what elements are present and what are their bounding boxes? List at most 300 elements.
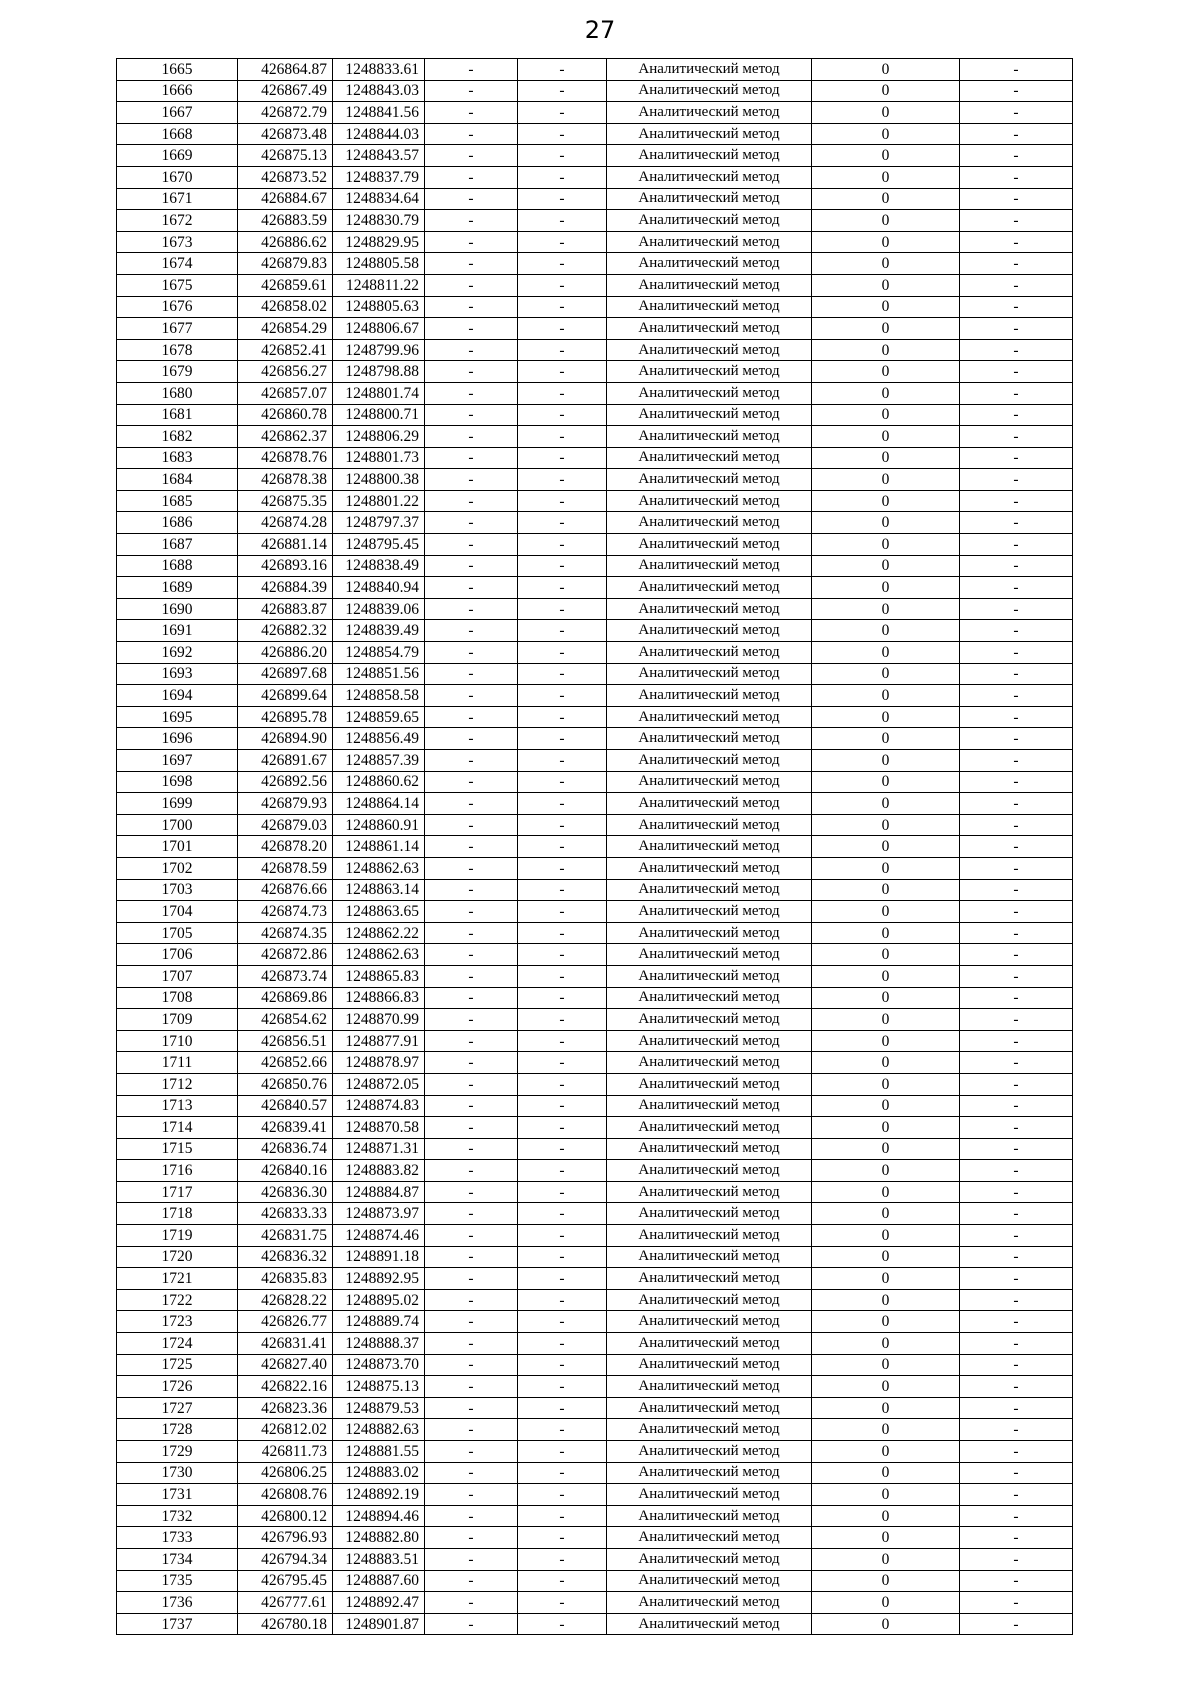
error-value-cell: 0 (812, 296, 960, 318)
table-row (117, 814, 1073, 836)
method-cell: Аналитический метод (607, 1181, 812, 1203)
dash-cell: - (960, 1030, 1073, 1052)
dash-cell: - (518, 102, 607, 124)
dash-cell: - (960, 1246, 1073, 1268)
table-row (117, 577, 1073, 599)
y-coordinate-cell: 1248833.61 (333, 59, 425, 81)
point-number-cell: 1700 (117, 814, 238, 836)
dash-cell: - (425, 944, 518, 966)
method-cell: Аналитический метод (607, 1073, 812, 1095)
dash-cell: - (425, 1592, 518, 1614)
table-row (117, 210, 1073, 232)
error-value-cell: 0 (812, 598, 960, 620)
dash-cell: - (960, 1009, 1073, 1031)
x-coordinate-cell: 426879.83 (238, 253, 333, 275)
dash-cell: - (425, 59, 518, 81)
table-row (117, 685, 1073, 707)
table-row (117, 1613, 1073, 1635)
dash-cell: - (518, 1441, 607, 1463)
point-number-cell: 1672 (117, 210, 238, 232)
point-number-cell: 1717 (117, 1181, 238, 1203)
x-coordinate-cell: 426795.45 (238, 1570, 333, 1592)
table-row (117, 642, 1073, 664)
method-cell: Аналитический метод (607, 534, 812, 556)
x-coordinate-cell: 426895.78 (238, 706, 333, 728)
x-coordinate-cell: 426828.22 (238, 1289, 333, 1311)
table-row (117, 1311, 1073, 1333)
method-cell: Аналитический метод (607, 1117, 812, 1139)
dash-cell: - (960, 1462, 1073, 1484)
method-cell: Аналитический метод (607, 490, 812, 512)
dash-cell: - (518, 210, 607, 232)
dash-cell: - (425, 1181, 518, 1203)
x-coordinate-cell: 426806.25 (238, 1462, 333, 1484)
error-value-cell: 0 (812, 1289, 960, 1311)
y-coordinate-cell: 1248859.65 (333, 706, 425, 728)
method-cell: Аналитический метод (607, 1138, 812, 1160)
dash-cell: - (425, 274, 518, 296)
coordinates-table (116, 58, 1073, 1635)
point-number-cell: 1721 (117, 1268, 238, 1290)
dash-cell: - (425, 750, 518, 772)
method-cell: Аналитический метод (607, 361, 812, 383)
table-row (117, 879, 1073, 901)
dash-cell: - (425, 620, 518, 642)
table-row (117, 253, 1073, 275)
method-cell: Аналитический метод (607, 965, 812, 987)
error-value-cell: 0 (812, 1181, 960, 1203)
dash-cell: - (425, 1462, 518, 1484)
table-row (117, 123, 1073, 145)
y-coordinate-cell: 1248829.95 (333, 231, 425, 253)
dash-cell: - (960, 512, 1073, 534)
x-coordinate-cell: 426812.02 (238, 1419, 333, 1441)
dash-cell: - (960, 922, 1073, 944)
error-value-cell: 0 (812, 1527, 960, 1549)
table-row (117, 598, 1073, 620)
dash-cell: - (425, 188, 518, 210)
dash-cell: - (425, 1117, 518, 1139)
point-number-cell: 1675 (117, 274, 238, 296)
dash-cell: - (518, 382, 607, 404)
method-cell: Аналитический метод (607, 771, 812, 793)
y-coordinate-cell: 1248901.87 (333, 1613, 425, 1635)
table-row (117, 188, 1073, 210)
y-coordinate-cell: 1248806.29 (333, 426, 425, 448)
dash-cell: - (425, 1289, 518, 1311)
x-coordinate-cell: 426831.75 (238, 1225, 333, 1247)
x-coordinate-cell: 426840.57 (238, 1095, 333, 1117)
dash-cell: - (518, 1225, 607, 1247)
dash-cell: - (518, 728, 607, 750)
x-coordinate-cell: 426852.66 (238, 1052, 333, 1074)
dash-cell: - (960, 490, 1073, 512)
dash-cell: - (425, 728, 518, 750)
dash-cell: - (960, 555, 1073, 577)
x-coordinate-cell: 426869.86 (238, 987, 333, 1009)
dash-cell: - (425, 1354, 518, 1376)
dash-cell: - (960, 1548, 1073, 1570)
dash-cell: - (960, 339, 1073, 361)
dash-cell: - (518, 944, 607, 966)
point-number-cell: 1703 (117, 879, 238, 901)
error-value-cell: 0 (812, 318, 960, 340)
error-value-cell: 0 (812, 426, 960, 448)
dash-cell: - (425, 663, 518, 685)
error-value-cell: 0 (812, 1441, 960, 1463)
dash-cell: - (518, 339, 607, 361)
table-row (117, 469, 1073, 491)
error-value-cell: 0 (812, 274, 960, 296)
dash-cell: - (960, 1073, 1073, 1095)
dash-cell: - (518, 1397, 607, 1419)
point-number-cell: 1698 (117, 771, 238, 793)
x-coordinate-cell: 426872.86 (238, 944, 333, 966)
point-number-cell: 1679 (117, 361, 238, 383)
error-value-cell: 0 (812, 1570, 960, 1592)
x-coordinate-cell: 426840.16 (238, 1160, 333, 1182)
error-value-cell: 0 (812, 771, 960, 793)
dash-cell: - (960, 1095, 1073, 1117)
dash-cell: - (425, 1138, 518, 1160)
dash-cell: - (518, 750, 607, 772)
dash-cell: - (960, 965, 1073, 987)
dash-cell: - (960, 1419, 1073, 1441)
table-row (117, 1505, 1073, 1527)
dash-cell: - (425, 296, 518, 318)
dash-cell: - (425, 857, 518, 879)
table-row (117, 80, 1073, 102)
y-coordinate-cell: 1248875.13 (333, 1376, 425, 1398)
point-number-cell: 1704 (117, 901, 238, 923)
point-number-cell: 1710 (117, 1030, 238, 1052)
dash-cell: - (960, 1441, 1073, 1463)
error-value-cell: 0 (812, 987, 960, 1009)
dash-cell: - (518, 836, 607, 858)
y-coordinate-cell: 1248887.60 (333, 1570, 425, 1592)
dash-cell: - (425, 447, 518, 469)
dash-cell: - (425, 1570, 518, 1592)
y-coordinate-cell: 1248800.71 (333, 404, 425, 426)
dash-cell: - (518, 490, 607, 512)
method-cell: Аналитический метод (607, 685, 812, 707)
error-value-cell: 0 (812, 857, 960, 879)
x-coordinate-cell: 426852.41 (238, 339, 333, 361)
table-row (117, 1203, 1073, 1225)
table-row (117, 1160, 1073, 1182)
dash-cell: - (518, 1376, 607, 1398)
x-coordinate-cell: 426893.16 (238, 555, 333, 577)
x-coordinate-cell: 426859.61 (238, 274, 333, 296)
dash-cell: - (518, 1311, 607, 1333)
dash-cell: - (518, 512, 607, 534)
x-coordinate-cell: 426882.32 (238, 620, 333, 642)
point-number-cell: 1687 (117, 534, 238, 556)
error-value-cell: 0 (812, 339, 960, 361)
dash-cell: - (425, 598, 518, 620)
dash-cell: - (425, 1073, 518, 1095)
dash-cell: - (425, 166, 518, 188)
dash-cell: - (960, 534, 1073, 556)
point-number-cell: 1712 (117, 1073, 238, 1095)
point-number-cell: 1697 (117, 750, 238, 772)
error-value-cell: 0 (812, 836, 960, 858)
error-value-cell: 0 (812, 901, 960, 923)
point-number-cell: 1705 (117, 922, 238, 944)
dash-cell: - (425, 1268, 518, 1290)
error-value-cell: 0 (812, 1592, 960, 1614)
table-row (117, 1462, 1073, 1484)
error-value-cell: 0 (812, 642, 960, 664)
x-coordinate-cell: 426800.12 (238, 1505, 333, 1527)
dash-cell: - (518, 793, 607, 815)
method-cell: Аналитический метод (607, 1095, 812, 1117)
point-number-cell: 1692 (117, 642, 238, 664)
x-coordinate-cell: 426836.32 (238, 1246, 333, 1268)
error-value-cell: 0 (812, 1419, 960, 1441)
point-number-cell: 1730 (117, 1462, 238, 1484)
y-coordinate-cell: 1248797.37 (333, 512, 425, 534)
table-row (117, 663, 1073, 685)
dash-cell: - (425, 102, 518, 124)
method-cell: Аналитический метод (607, 1548, 812, 1570)
dash-cell: - (518, 469, 607, 491)
dash-cell: - (960, 598, 1073, 620)
y-coordinate-cell: 1248873.70 (333, 1354, 425, 1376)
dash-cell: - (518, 1160, 607, 1182)
method-cell: Аналитический метод (607, 1246, 812, 1268)
error-value-cell: 0 (812, 1095, 960, 1117)
method-cell: Аналитический метод (607, 1441, 812, 1463)
method-cell: Аналитический метод (607, 253, 812, 275)
table-row (117, 166, 1073, 188)
dash-cell: - (518, 123, 607, 145)
dash-cell: - (960, 1333, 1073, 1355)
dash-cell: - (518, 1354, 607, 1376)
point-number-cell: 1737 (117, 1613, 238, 1635)
dash-cell: - (425, 1484, 518, 1506)
dash-cell: - (518, 598, 607, 620)
dash-cell: - (960, 1203, 1073, 1225)
dash-cell: - (960, 1613, 1073, 1635)
table-row (117, 1592, 1073, 1614)
dash-cell: - (425, 361, 518, 383)
method-cell: Аналитический метод (607, 642, 812, 664)
dash-cell: - (425, 577, 518, 599)
x-coordinate-cell: 426836.74 (238, 1138, 333, 1160)
dash-cell: - (425, 1419, 518, 1441)
dash-cell: - (425, 534, 518, 556)
dash-cell: - (960, 1592, 1073, 1614)
dash-cell: - (518, 1505, 607, 1527)
point-number-cell: 1732 (117, 1505, 238, 1527)
point-number-cell: 1691 (117, 620, 238, 642)
point-number-cell: 1714 (117, 1117, 238, 1139)
x-coordinate-cell: 426831.41 (238, 1333, 333, 1355)
dash-cell: - (518, 1095, 607, 1117)
dash-cell: - (960, 231, 1073, 253)
x-coordinate-cell: 426864.87 (238, 59, 333, 81)
dash-cell: - (960, 944, 1073, 966)
dash-cell: - (425, 685, 518, 707)
error-value-cell: 0 (812, 102, 960, 124)
dash-cell: - (425, 642, 518, 664)
dash-cell: - (518, 80, 607, 102)
y-coordinate-cell: 1248811.22 (333, 274, 425, 296)
method-cell: Аналитический метод (607, 447, 812, 469)
table-row (117, 901, 1073, 923)
dash-cell: - (960, 1376, 1073, 1398)
point-number-cell: 1689 (117, 577, 238, 599)
y-coordinate-cell: 1248892.95 (333, 1268, 425, 1290)
y-coordinate-cell: 1248844.03 (333, 123, 425, 145)
table-body (117, 59, 1073, 1635)
table-row (117, 1268, 1073, 1290)
method-cell: Аналитический метод (607, 1527, 812, 1549)
x-coordinate-cell: 426862.37 (238, 426, 333, 448)
dash-cell: - (960, 1505, 1073, 1527)
error-value-cell: 0 (812, 1117, 960, 1139)
x-coordinate-cell: 426808.76 (238, 1484, 333, 1506)
method-cell: Аналитический метод (607, 1592, 812, 1614)
method-cell: Аналитический метод (607, 210, 812, 232)
table-row (117, 620, 1073, 642)
dash-cell: - (960, 771, 1073, 793)
dash-cell: - (425, 1548, 518, 1570)
point-number-cell: 1708 (117, 987, 238, 1009)
method-cell: Аналитический метод (607, 555, 812, 577)
y-coordinate-cell: 1248805.58 (333, 253, 425, 275)
method-cell: Аналитический метод (607, 706, 812, 728)
x-coordinate-cell: 426854.62 (238, 1009, 333, 1031)
error-value-cell: 0 (812, 750, 960, 772)
y-coordinate-cell: 1248891.18 (333, 1246, 425, 1268)
dash-cell: - (425, 1095, 518, 1117)
x-coordinate-cell: 426856.27 (238, 361, 333, 383)
table-row (117, 793, 1073, 815)
error-value-cell: 0 (812, 1548, 960, 1570)
error-value-cell: 0 (812, 1246, 960, 1268)
dash-cell: - (425, 210, 518, 232)
method-cell: Аналитический метод (607, 123, 812, 145)
y-coordinate-cell: 1248882.63 (333, 1419, 425, 1441)
error-value-cell: 0 (812, 59, 960, 81)
point-number-cell: 1729 (117, 1441, 238, 1463)
x-coordinate-cell: 426883.59 (238, 210, 333, 232)
table-row (117, 987, 1073, 1009)
x-coordinate-cell: 426823.36 (238, 1397, 333, 1419)
point-number-cell: 1731 (117, 1484, 238, 1506)
dash-cell: - (518, 145, 607, 167)
x-coordinate-cell: 426822.16 (238, 1376, 333, 1398)
dash-cell: - (960, 102, 1073, 124)
page-number: 27 (584, 16, 616, 44)
dash-cell: - (425, 771, 518, 793)
table-row (117, 1441, 1073, 1463)
x-coordinate-cell: 426875.13 (238, 145, 333, 167)
error-value-cell: 0 (812, 1138, 960, 1160)
point-number-cell: 1727 (117, 1397, 238, 1419)
error-value-cell: 0 (812, 123, 960, 145)
x-coordinate-cell: 426811.73 (238, 1441, 333, 1463)
point-number-cell: 1709 (117, 1009, 238, 1031)
error-value-cell: 0 (812, 253, 960, 275)
table-row (117, 534, 1073, 556)
method-cell: Аналитический метод (607, 1289, 812, 1311)
method-cell: Аналитический метод (607, 1570, 812, 1592)
table-row (117, 59, 1073, 81)
method-cell: Аналитический метод (607, 1505, 812, 1527)
table-row (117, 944, 1073, 966)
table-row (117, 1484, 1073, 1506)
dash-cell: - (960, 577, 1073, 599)
table-row (117, 1354, 1073, 1376)
method-cell: Аналитический метод (607, 879, 812, 901)
dash-cell: - (425, 965, 518, 987)
dash-cell: - (425, 1333, 518, 1355)
method-cell: Аналитический метод (607, 1376, 812, 1398)
x-coordinate-cell: 426827.40 (238, 1354, 333, 1376)
dash-cell: - (425, 555, 518, 577)
y-coordinate-cell: 1248843.57 (333, 145, 425, 167)
dash-cell: - (518, 253, 607, 275)
table-row (117, 296, 1073, 318)
point-number-cell: 1734 (117, 1548, 238, 1570)
y-coordinate-cell: 1248882.80 (333, 1527, 425, 1549)
dash-cell: - (960, 404, 1073, 426)
error-value-cell: 0 (812, 80, 960, 102)
y-coordinate-cell: 1248871.31 (333, 1138, 425, 1160)
point-number-cell: 1682 (117, 426, 238, 448)
x-coordinate-cell: 426892.56 (238, 771, 333, 793)
dash-cell: - (960, 447, 1073, 469)
table-row (117, 1246, 1073, 1268)
x-coordinate-cell: 426894.90 (238, 728, 333, 750)
x-coordinate-cell: 426884.67 (238, 188, 333, 210)
dash-cell: - (960, 1225, 1073, 1247)
method-cell: Аналитический метод (607, 1333, 812, 1355)
x-coordinate-cell: 426883.87 (238, 598, 333, 620)
y-coordinate-cell: 1248806.67 (333, 318, 425, 340)
dash-cell: - (425, 987, 518, 1009)
y-coordinate-cell: 1248862.63 (333, 857, 425, 879)
y-coordinate-cell: 1248801.22 (333, 490, 425, 512)
dash-cell: - (960, 1181, 1073, 1203)
method-cell: Аналитический метод (607, 102, 812, 124)
dash-cell: - (425, 512, 518, 534)
dash-cell: - (960, 793, 1073, 815)
y-coordinate-cell: 1248862.63 (333, 944, 425, 966)
error-value-cell: 0 (812, 944, 960, 966)
dash-cell: - (518, 1289, 607, 1311)
point-number-cell: 1725 (117, 1354, 238, 1376)
dash-cell: - (518, 231, 607, 253)
dash-cell: - (425, 1009, 518, 1031)
dash-cell: - (425, 145, 518, 167)
dash-cell: - (960, 1138, 1073, 1160)
dash-cell: - (518, 706, 607, 728)
method-cell: Аналитический метод (607, 1052, 812, 1074)
dash-cell: - (960, 750, 1073, 772)
dash-cell: - (425, 382, 518, 404)
x-coordinate-cell: 426899.64 (238, 685, 333, 707)
table-row (117, 512, 1073, 534)
point-number-cell: 1695 (117, 706, 238, 728)
method-cell: Аналитический метод (607, 728, 812, 750)
dash-cell: - (425, 1160, 518, 1182)
method-cell: Аналитический метод (607, 1484, 812, 1506)
x-coordinate-cell: 426886.62 (238, 231, 333, 253)
